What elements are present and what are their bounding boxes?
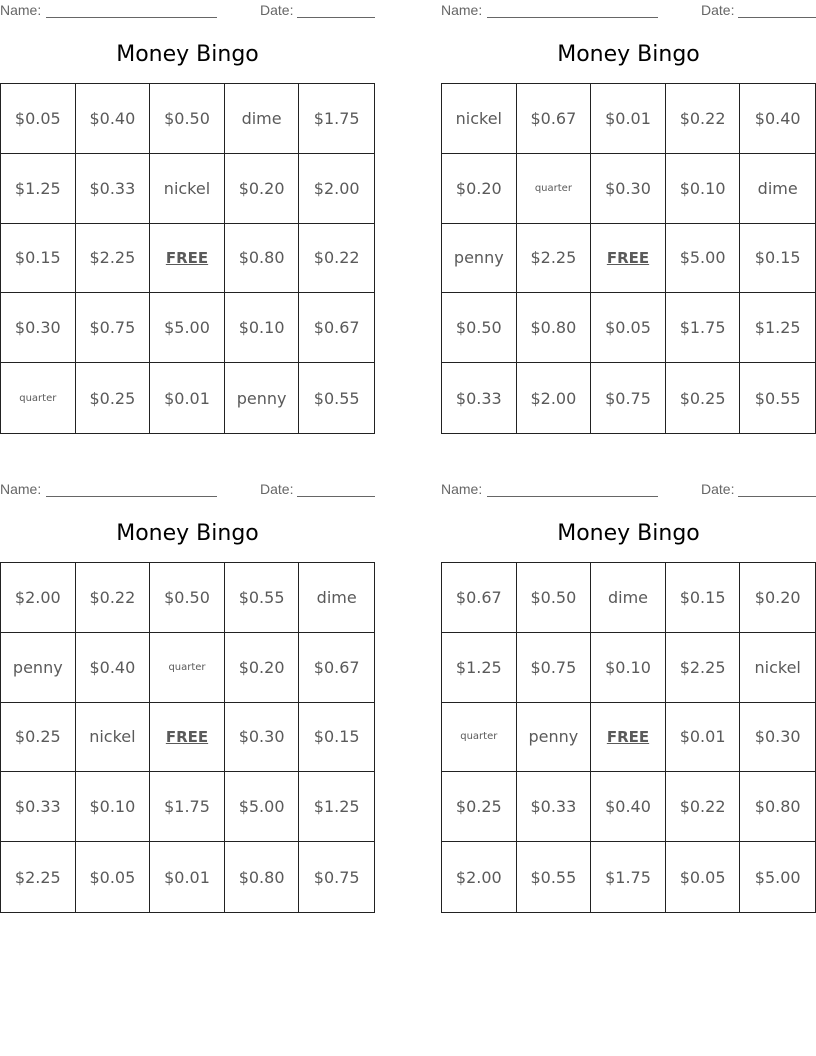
bingo-grid — [441, 562, 816, 913]
bingo-card-3 — [0, 479, 375, 914]
bingo-cell: $0.50 — [442, 293, 517, 363]
date-blank-line — [297, 17, 375, 18]
bingo-cell: $0.10 — [76, 772, 151, 842]
bingo-cell: $0.15 — [666, 563, 741, 633]
bingo-cell: dime — [740, 154, 815, 224]
bingo-cell: dime — [591, 563, 666, 633]
bingo-cell: $0.22 — [666, 772, 741, 842]
name-blank-line — [46, 17, 217, 18]
bingo-cell: $0.33 — [1, 772, 76, 842]
bingo-cell: $0.67 — [517, 84, 592, 154]
bingo-cell: $1.75 — [666, 293, 741, 363]
bingo-cell: $0.25 — [76, 363, 151, 433]
card-title: Money Bingo — [116, 521, 259, 546]
bingo-cell: $0.22 — [76, 563, 151, 633]
bingo-cell: $0.01 — [591, 84, 666, 154]
bingo-cell: quarter — [150, 633, 225, 703]
bingo-cell: penny — [225, 363, 300, 433]
bingo-cell: $0.33 — [517, 772, 592, 842]
date-blank-line — [297, 496, 375, 497]
bingo-cell: $0.40 — [591, 772, 666, 842]
bingo-cell: $0.50 — [150, 563, 225, 633]
bingo-cell: $0.75 — [591, 363, 666, 433]
bingo-cell: $5.00 — [754, 867, 801, 887]
bingo-grid — [441, 83, 816, 434]
bingo-cell: $1.25 — [442, 633, 517, 703]
bingo-cell: $0.55 — [225, 563, 300, 633]
bingo-cell: $0.80 — [740, 772, 815, 842]
bingo-cell: $0.05 — [591, 293, 666, 363]
bingo-cell: $0.01 — [666, 703, 741, 773]
bingo-cell: $0.67 — [299, 293, 374, 363]
bingo-cell: $0.75 — [313, 867, 360, 887]
date-label: Date: — [260, 481, 294, 497]
bingo-cell: $1.75 — [299, 84, 374, 154]
bingo-cell: $5.00 — [666, 224, 741, 294]
bingo-cell: $0.75 — [76, 293, 151, 363]
bingo-cell: penny — [442, 224, 517, 294]
date-blank-line — [738, 17, 816, 18]
card-header — [441, 481, 816, 499]
bingo-cell: nickel — [740, 633, 815, 703]
bingo-cell: dime — [225, 84, 300, 154]
bingo-cell: quarter — [442, 703, 517, 773]
card-header — [0, 2, 375, 20]
bingo-cell: $0.30 — [1, 293, 76, 363]
date-label: Date: — [701, 481, 735, 497]
bingo-grid — [0, 562, 375, 913]
bingo-cell: $1.75 — [150, 772, 225, 842]
bingo-cell: $2.25 — [666, 633, 741, 703]
bingo-card-4 — [441, 479, 816, 914]
bingo-cell: $0.20 — [225, 633, 300, 703]
bingo-cell: $2.25 — [76, 224, 151, 294]
bingo-cell: $0.75 — [517, 633, 592, 703]
card-title: Money Bingo — [557, 521, 700, 546]
bingo-card-2 — [441, 0, 816, 435]
bingo-cell: quarter — [517, 154, 592, 224]
bingo-cell: $0.30 — [740, 703, 815, 773]
card-header — [441, 2, 816, 20]
bingo-cell: $0.01 — [150, 363, 225, 433]
bingo-cell: $5.00 — [225, 772, 300, 842]
bingo-cell: penny — [517, 703, 592, 773]
bingo-cell: $0.20 — [442, 154, 517, 224]
bingo-cell: $1.25 — [1, 154, 76, 224]
name-label: Name: — [441, 481, 483, 497]
date-label: Date: — [260, 2, 294, 18]
bingo-cell: $0.33 — [442, 363, 517, 433]
bingo-cell: $0.80 — [225, 224, 300, 294]
bingo-cell: nickel — [76, 703, 151, 773]
bingo-cell: dime — [299, 563, 374, 633]
bingo-cell: $0.05 — [666, 842, 741, 912]
free-space-cell: FREE — [150, 224, 225, 294]
card-title: Money Bingo — [116, 42, 259, 67]
free-space-cell: FREE — [591, 703, 666, 773]
bingo-cell: nickel — [442, 84, 517, 154]
bingo-cell: $0.15 — [740, 224, 815, 294]
bingo-cell: $5.00 — [150, 293, 225, 363]
bingo-cell: $0.25 — [442, 772, 517, 842]
bingo-cell: $0.40 — [740, 84, 815, 154]
bingo-cell: $1.25 — [740, 293, 815, 363]
bingo-cell: $1.75 — [591, 842, 666, 912]
bingo-cell: $0.05 — [1, 84, 76, 154]
bingo-cell: $0.22 — [666, 84, 741, 154]
bingo-cell: $0.55 — [517, 842, 592, 912]
bingo-cell: $0.22 — [299, 224, 374, 294]
bingo-cell: $0.40 — [76, 84, 151, 154]
bingo-cell: $0.15 — [1, 224, 76, 294]
bingo-cell: $0.33 — [76, 154, 151, 224]
name-blank-line — [487, 17, 658, 18]
bingo-cell: $2.25 — [1, 842, 76, 912]
card-title: Money Bingo — [557, 42, 700, 67]
bingo-cell: $0.20 — [225, 154, 300, 224]
bingo-cell: $0.55 — [754, 388, 801, 408]
bingo-cell: $0.10 — [666, 154, 741, 224]
bingo-cell: $0.67 — [442, 563, 517, 633]
bingo-cell: $0.05 — [76, 842, 151, 912]
card-header — [0, 481, 375, 499]
bingo-cell: $2.25 — [517, 224, 592, 294]
name-label: Name: — [0, 481, 42, 497]
bingo-cell: $0.55 — [313, 388, 360, 408]
bingo-cell: $2.00 — [442, 842, 517, 912]
bingo-cell: $0.30 — [591, 154, 666, 224]
bingo-cell: $0.20 — [740, 563, 815, 633]
bingo-cell: $0.80 — [517, 293, 592, 363]
bingo-cell: $0.25 — [666, 363, 741, 433]
bingo-grid — [0, 83, 375, 434]
name-label: Name: — [0, 2, 42, 18]
bingo-cell: $0.15 — [299, 703, 374, 773]
bingo-card-1 — [0, 0, 375, 435]
name-blank-line — [487, 496, 658, 497]
bingo-cell: $0.10 — [225, 293, 300, 363]
bingo-cell: $0.67 — [299, 633, 374, 703]
name-label: Name: — [441, 2, 483, 18]
bingo-cell: $0.50 — [150, 84, 225, 154]
bingo-cell: $0.30 — [225, 703, 300, 773]
bingo-cell: $0.01 — [150, 842, 225, 912]
bingo-cell: $1.25 — [299, 772, 374, 842]
name-blank-line — [46, 496, 217, 497]
date-label: Date: — [701, 2, 735, 18]
bingo-cell: nickel — [150, 154, 225, 224]
bingo-cell: quarter — [1, 363, 76, 433]
bingo-cell: $2.00 — [299, 154, 374, 224]
bingo-cell: $2.00 — [517, 363, 592, 433]
free-space-cell: FREE — [591, 224, 666, 294]
bingo-cell: $0.80 — [225, 842, 300, 912]
bingo-cell: $0.25 — [1, 703, 76, 773]
bingo-cell: $0.10 — [591, 633, 666, 703]
bingo-cell: $0.40 — [76, 633, 151, 703]
date-blank-line — [738, 496, 816, 497]
free-space-cell: FREE — [150, 703, 225, 773]
bingo-cell: penny — [1, 633, 76, 703]
bingo-cell: $2.00 — [1, 563, 76, 633]
bingo-cell: $0.50 — [517, 563, 592, 633]
